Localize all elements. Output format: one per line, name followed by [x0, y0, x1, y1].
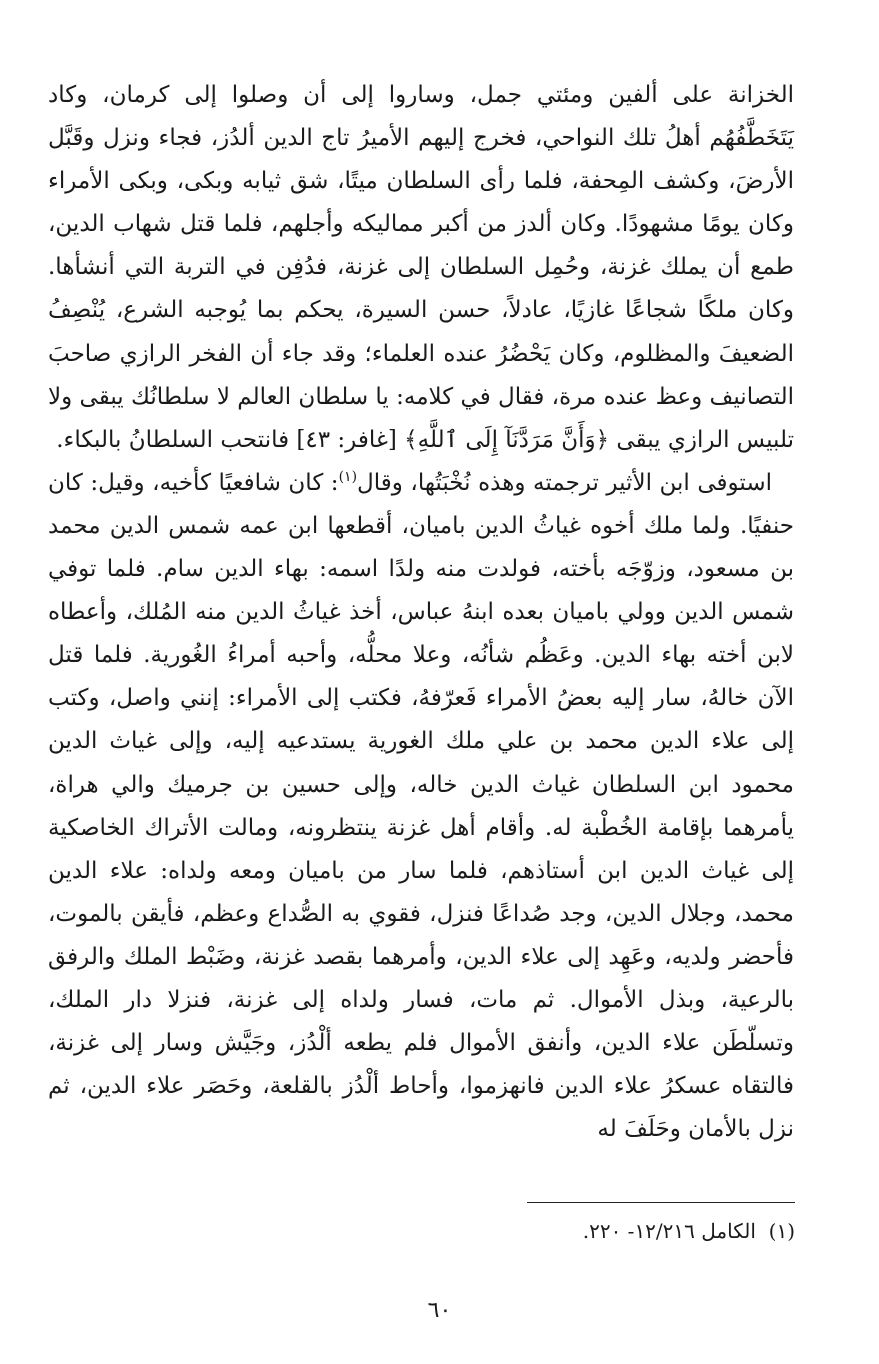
paragraph-2-text-start: استوفى ابن الأثير ترجمته وهذه نُخْبَتُها، وقال	[357, 469, 772, 496]
page-number: ٦٠	[427, 1298, 452, 1323]
footnote	[300, 1216, 795, 1246]
footnote-marker: (١)	[768, 1219, 795, 1243]
footnote-reference-marker: (١)	[338, 468, 358, 485]
paragraph-2-text-rest: : كان شافعيًا كأخيه، وقيل: كان حنفيًا. ولما ملك أخوه غياثُ الدين باميان، أقطعها ابن عمه شمس الدين محمد بن مسعود، وزوّجَه بأخته، فولدت منه ولدًا اسمه: بهاء الدين سام. فلما توفي شمس الدين وولي باميان بعده ابنهُ عباس، أخذ غياثُ الدين منه المُلك، وأعطاه لابن أخته بهاء الدين. وعَظُم شأنُه، وعلا محلُّه، وأحبه أمراءُ الغُورية. فلما قتل الآن خالهُ، سار إليه بعضُ الأمراء فَعرّفهُ، فكتب إلى الأمراء: إنني واصل، وكتب إلى علاء الدين محمد بن علي ملك الغورية يستدعيه إليه، وإلى غياث الدين محمود ابن السلطان غياث الدين خاله، وإلى حسين بن جرميك والي هراة، يأمرهما بإقامة الخُطْبة له. وأقام أهل غزنة ينتظرونه، ومالت الأتراك الخاصكية إلى غياث الدين ابن أستاذهم، فلما سار من باميان ومعه ولداه: علاء الدين محمد، وجلال الدين، وجد صُداعًا فنزل، فقوي به الصُّداع وعظم، فأيقن بالموت، فأحضر ولديه، وعَهِد إلى علاء الدين، وأمرهما بقصد غزنة، وضَبْط الملك والرفق بالرعية، وبذل الأموال. ثم مات، فسار ولداه إلى غزنة، فنزلا دار الملك، وتسلّطَن علاء الدين، وأنفق الأموال فلم يطعه ألْدُز، وجَيَّش وسار إلى غزنة، فالتقاه عسكرُ علاء الدين فانهزموا، وأحاط ألْدُز بالقلعة، وحَصَر علاء الدين، ثم نزل بالأمان وحَلَفَ له	[48, 469, 794, 1143]
footnote-text: الكامل ١٢/٢١٦- ٢٢٠.	[582, 1219, 756, 1243]
paragraph-2	[48, 462, 794, 1152]
main-text	[48, 74, 794, 1151]
paragraph-1: الخزانة على ألفين ومئتي جمل، وساروا إلى أن وصلوا إلى كرمان، وكاد يَتَخَطَّفُهُم أهلُ تلك النواحي، فخرج إليهم الأميرُ تاج الدين ألدُز، فجاء ونزل وقَبَّل الأرضَ، وكشف المِحفة، فلما رأى السلطان ميتًا، شق ثيابه وبكى، وبكى الأمراء وكان يومًا مشهودًا. وكان ألدز من أكبر مماليكه وأجلهم، فلما قتل شهاب الدين، طمع أن يملك غزنة، وحُمِل السلطان إلى غزنة، فدُفِن في التربة التي أنشأها. وكان ملكًا شجاعًا غازيًا، عادلاً، حسن السيرة، يحكم بما يُوجبه الشرع، يُنْصِفُ الضعيفَ والمظلوم، وكان يَحْضُرُ عنده العلماء؛ وقد جاء أن الفخر الرازي صاحبَ التصانيف وعظ عنده مرة، فقال في كلامه: يا سلطان العالم لا سلطانُك يبقى ولا تلبيس الرازي يبقى ﴿وَأَنَّ مَرَدَّنَآ إِلَى ٱللَّهِ﴾ [غافر: ٤٣] فانتحب السلطانُ بالبكاء.	[48, 82, 794, 453]
footnote-separator	[527, 1202, 795, 1203]
